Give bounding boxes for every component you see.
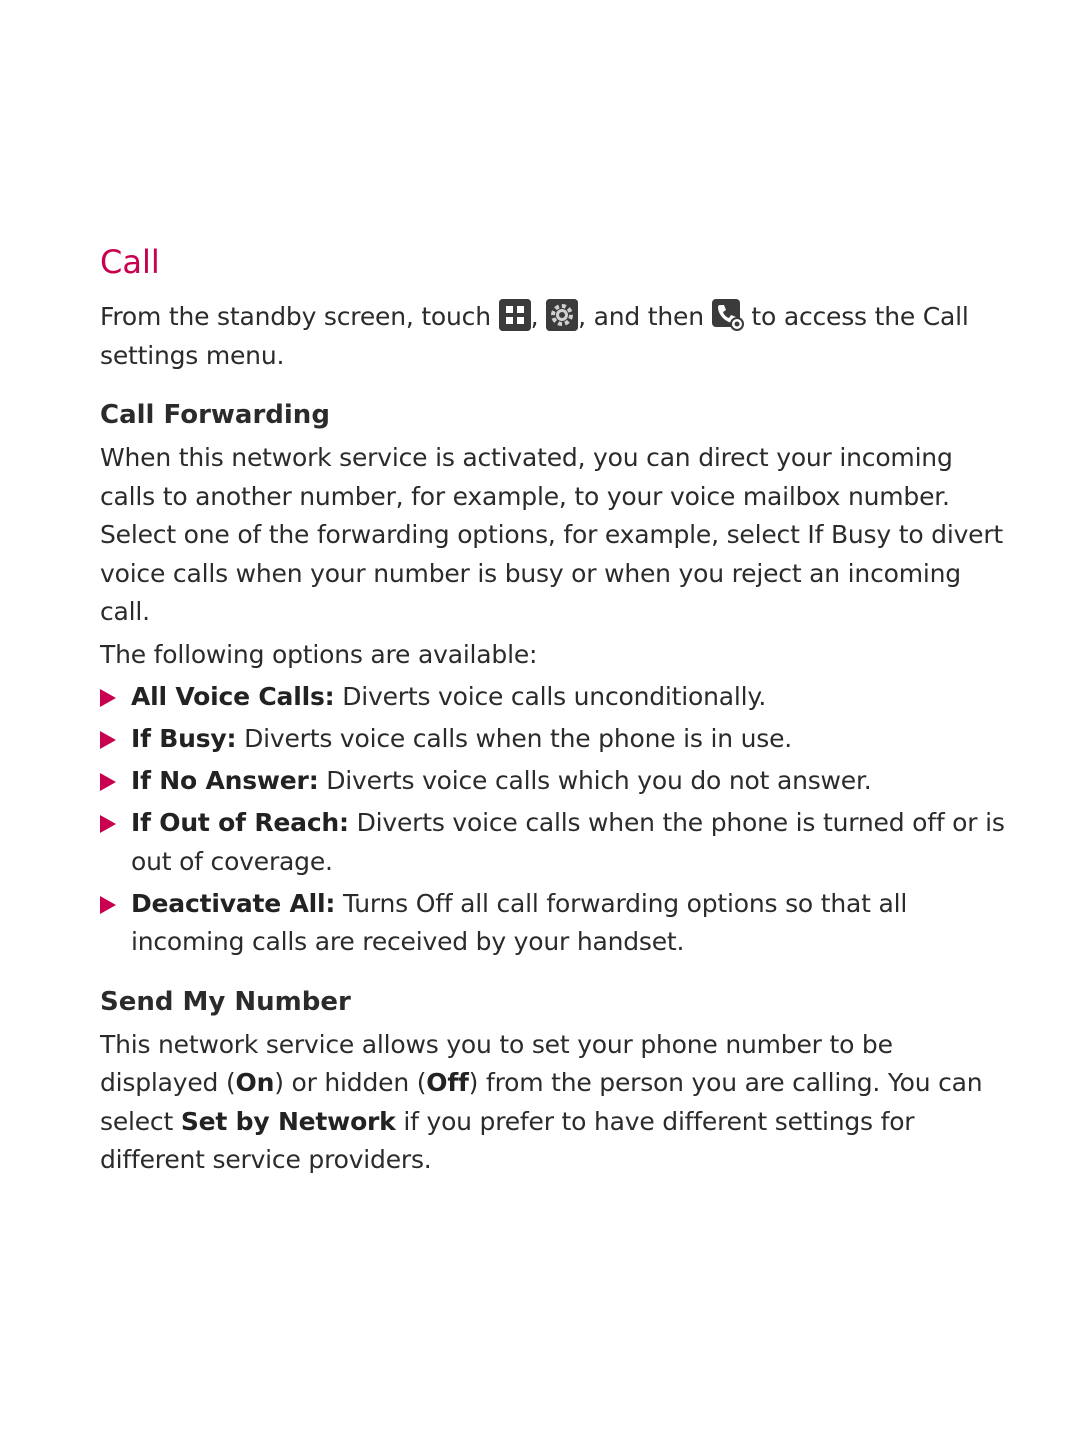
- manual-page: [100, 240, 1005, 1180]
- option-text: Turns Off all call forwarding options so that all incoming calls are received by your handset.: [131, 888, 908, 956]
- intro-paragraph: [100, 298, 1005, 375]
- bullet-arrow-icon: [100, 815, 116, 833]
- bullet-arrow-icon: [100, 773, 116, 791]
- section-title: Call: [100, 243, 160, 281]
- list-item: [100, 678, 1005, 717]
- smn-off: Off: [426, 1068, 469, 1097]
- list-item: [100, 804, 1005, 881]
- smn-text-1: This network service allows you to set your phone number to be displayed (: [100, 1029, 893, 1097]
- bullet-arrow-icon: [100, 731, 116, 749]
- list-item: [100, 885, 1005, 962]
- option-text: Diverts voice calls unconditionally.: [342, 682, 767, 711]
- option-label: If Out of Reach:: [131, 808, 349, 837]
- list-item: [100, 762, 1005, 801]
- list-item: [100, 720, 1005, 759]
- send-my-number-description: [100, 1026, 1005, 1180]
- forwarding-options-list: [100, 678, 1005, 962]
- option-label: If No Answer:: [131, 766, 319, 795]
- bullet-arrow-icon: [100, 896, 116, 914]
- send-my-number-heading: Send My Number: [100, 986, 351, 1017]
- apps-grid-icon: [499, 299, 531, 331]
- settings-gear-icon: [546, 299, 578, 331]
- call-forwarding-description: When this network service is activated, you can direct your incoming calls to another number, for example, to your voice mailbox number. Select one of the forwarding options, for example, select If Busy to divert voice calls when your number is busy or when you reject an incoming call.: [100, 443, 1004, 626]
- option-label: Deactivate All:: [131, 888, 336, 918]
- call-settings-icon: [712, 299, 744, 331]
- option-label: If Busy:: [131, 724, 237, 753]
- intro-text-3: to access the Call settings menu.: [100, 302, 969, 370]
- intro-text-1: From the standby screen, touch: [100, 302, 491, 331]
- option-text: Diverts voice calls when the phone is turned off or is out of coverage.: [131, 808, 1005, 876]
- smn-text-4: if you prefer to have different settings for different service providers.: [100, 1106, 915, 1174]
- intro-separator: ,: [530, 302, 539, 331]
- call-forwarding-heading: Call Forwarding: [100, 400, 330, 430]
- smn-set-by-network: Set by Network: [180, 1106, 396, 1136]
- options-intro: The following options are available:: [100, 639, 538, 669]
- smn-text-3: ) from the person you are calling. You can select: [100, 1068, 983, 1136]
- bullet-arrow-icon: [100, 689, 116, 707]
- option-text: Diverts voice calls when the phone is in use.: [244, 724, 792, 753]
- option-label: All Voice Calls:: [131, 682, 335, 711]
- smn-on: On: [235, 1068, 275, 1097]
- smn-text-2: ) or hidden (: [274, 1068, 427, 1097]
- option-text: Diverts voice calls which you do not answer.: [326, 766, 872, 795]
- intro-text-2: , and then: [578, 302, 704, 331]
